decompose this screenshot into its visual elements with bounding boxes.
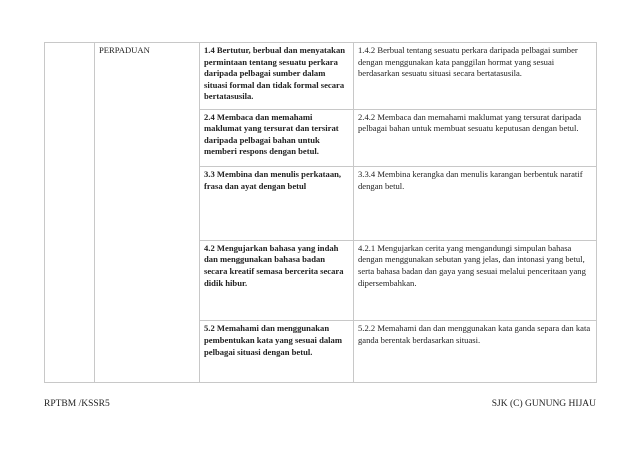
learning-objective-cell: 3.3.4 Membina kerangka dan menulis karangan berbentuk naratif dengan betul. — [354, 167, 597, 241]
content-standard-cell: 1.4 Bertutur, berbual dan menyatakan permintaan tentang sesuatu perkara daripada pelbagai sumber dalam situasi formal dan tidak formal secara bertatasusila. — [200, 43, 354, 110]
footer-school-name: SJK (C) GUNUNG HIJAU — [491, 399, 596, 409]
lesson-plan-table — [44, 42, 597, 383]
content-standard-cell: 4.2 Mengujarkan bahasa yang indah dan menggunakan bahasa badan secara kreatif semasa bercerita secara didik hibur. — [200, 240, 354, 321]
learning-objective-cell: 4.2.1 Mengujarkan cerita yang mengandungi simpulan bahasa dengan menggunakan sebutan yang jelas, dan intonasi yang betul, serta bahasa badan dan gaya yang sesuai melalui penceritaan yang dipersembahkan. — [354, 240, 597, 321]
content-standard-cell: 5.2 Memahami dan menggunakan pembentukan kata yang sesuai dalam pelbagai situasi dengan betul. — [200, 321, 354, 383]
learning-objective-cell: 5.2.2 Memahami dan dan menggunakan kata ganda separa dan kata ganda berentak berdasarkan situasi. — [354, 321, 597, 383]
content-standard-cell: 3.3 Membina dan menulis perkataan, frasa dan ayat dengan betul — [200, 167, 354, 241]
table-row — [45, 43, 597, 110]
theme-cell: PERPADUAN — [95, 43, 200, 383]
learning-objective-cell: 2.4.2 Membaca dan memahami maklumat yang tersurat daripada pelbagai bahan untuk membuat sesuatu keputusan dengan betul. — [354, 109, 597, 167]
footer-document-code: RPTBM /KSSR5 — [44, 399, 110, 409]
learning-objective-cell: 1.4.2 Berbual tentang sesuatu perkara daripada pelbagai sumber dengan menggunakan kata panggilan hormat yang sesuai berdasarkan sesuatu situasi secara bertatasusila. — [354, 43, 597, 110]
content-standard-cell: 2.4 Membaca dan memahami maklumat yang tersurat dan tersirat daripada pelbagai bahan untuk memberi respons dengan betul. — [200, 109, 354, 167]
empty-cell — [45, 43, 95, 383]
